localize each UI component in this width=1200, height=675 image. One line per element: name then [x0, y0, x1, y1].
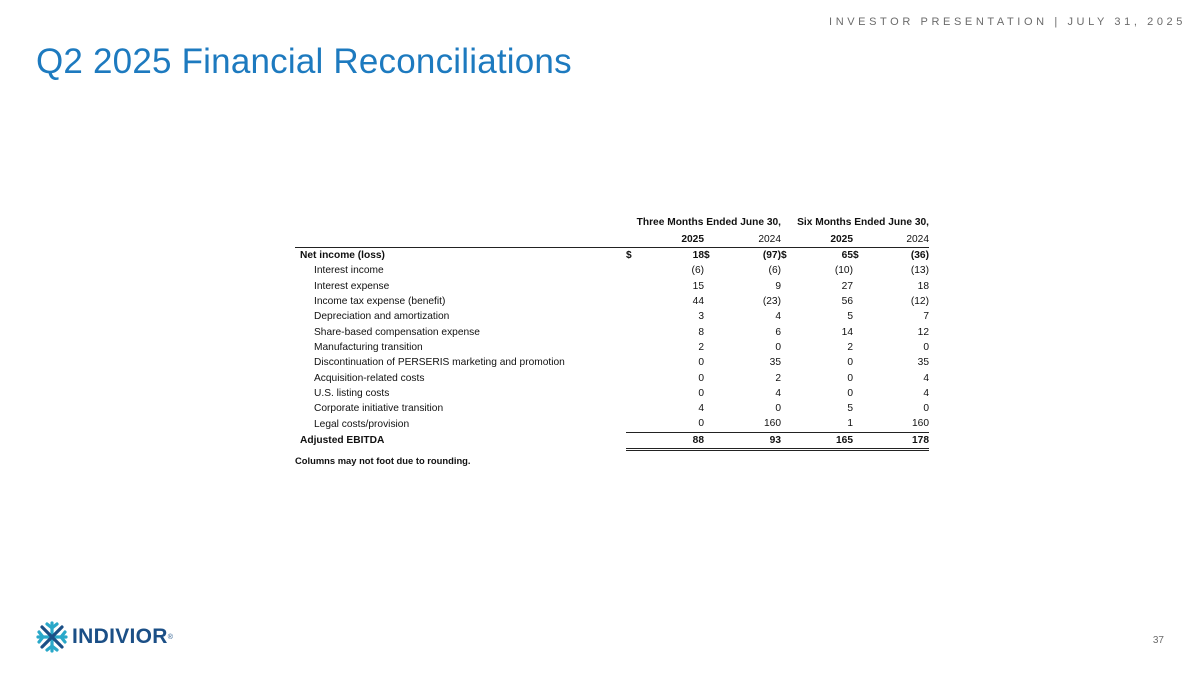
table-cell [626, 401, 704, 416]
cell-value: 9 [775, 280, 781, 292]
cell-value: 44 [692, 296, 704, 308]
currency-symbol: $ [704, 250, 710, 262]
footnote: Columns may not foot due to rounding. [295, 455, 471, 466]
cell-value: (10) [834, 265, 853, 277]
period-header-six-months: Six Months Ended June 30, [797, 217, 929, 228]
table-cell [781, 340, 853, 355]
table-cell [626, 248, 704, 264]
table-cell [704, 340, 781, 355]
table-cell [704, 309, 781, 324]
row-label: Manufacturing transition [314, 341, 423, 353]
cell-value: 1 [847, 418, 853, 430]
table-cell [626, 370, 704, 385]
table-cell [704, 294, 781, 309]
cell-value: 5 [847, 311, 853, 323]
table-cell [781, 279, 853, 294]
row-label: Acquisition-related costs [314, 372, 425, 384]
cell-value: 6 [775, 326, 781, 338]
cell-value: 0 [698, 387, 704, 399]
table-cell [853, 355, 929, 370]
cell-value: 0 [847, 387, 853, 399]
currency-symbol: $ [781, 250, 787, 262]
row-label: Adjusted EBITDA [300, 435, 385, 447]
cell-value: 15 [692, 280, 704, 292]
page-number: 37 [1152, 635, 1164, 646]
table-cell [853, 248, 929, 264]
cell-value: 56 [841, 296, 853, 308]
reconciliation-table [295, 214, 929, 468]
table-cell [704, 386, 781, 401]
table-row [295, 386, 929, 401]
table-row [295, 279, 929, 294]
table-cell [853, 279, 929, 294]
table-cell [853, 416, 929, 432]
table-cell [626, 355, 704, 370]
year-header: 2025 [681, 233, 704, 245]
row-label: Share-based compensation expense [314, 326, 480, 338]
total-row [295, 432, 929, 449]
cell-value: 2 [775, 372, 781, 384]
cell-value: 4 [923, 387, 929, 399]
year-header-row [295, 231, 929, 248]
table-cell [853, 294, 929, 309]
cell-value: 65 [841, 250, 853, 262]
cell-value: 12 [917, 326, 929, 338]
table-row [295, 248, 929, 264]
cell-value: 35 [769, 357, 781, 369]
table-cell [704, 324, 781, 339]
table-cell [853, 401, 929, 416]
table-cell: 165 [781, 432, 853, 449]
table-cell [626, 309, 704, 324]
table-cell: 178 [853, 432, 929, 449]
table-cell [704, 248, 781, 264]
currency-symbol: $ [626, 250, 632, 262]
cell-value: 0 [775, 403, 781, 415]
note-row [295, 449, 929, 468]
cell-value: 4 [775, 311, 781, 323]
cell-value: 2 [847, 341, 853, 353]
table-cell [626, 279, 704, 294]
table-cell [853, 370, 929, 385]
cell-value: 2 [698, 341, 704, 353]
row-label: Net income (loss) [300, 250, 385, 262]
table-cell [781, 401, 853, 416]
table-cell [626, 324, 704, 339]
cell-value: (36) [910, 250, 929, 262]
page-title: Q2 2025 Financial Reconciliations [36, 42, 572, 81]
cell-value: 0 [847, 357, 853, 369]
table-row [295, 324, 929, 339]
cell-value: 4 [698, 403, 704, 415]
company-logo [35, 620, 173, 654]
cell-value: 14 [841, 326, 853, 338]
table-cell [781, 294, 853, 309]
year-header: 2024 [906, 233, 929, 245]
table-cell [781, 370, 853, 385]
cell-value: (6) [768, 265, 781, 277]
table-body [295, 248, 929, 433]
row-label: Depreciation and amortization [314, 311, 450, 323]
table-cell [626, 416, 704, 432]
cell-value: 0 [698, 372, 704, 384]
table-cell [853, 263, 929, 278]
table-cell: 88 [626, 432, 704, 449]
table-cell [853, 324, 929, 339]
registered-mark: ® [167, 633, 173, 641]
table-cell [781, 416, 853, 432]
table-cell [781, 324, 853, 339]
table-cell [704, 355, 781, 370]
table-cell [853, 386, 929, 401]
table-cell: 93 [704, 432, 781, 449]
table-row [295, 294, 929, 309]
table-cell [704, 370, 781, 385]
cell-value: (97) [762, 250, 781, 262]
table-cell [781, 263, 853, 278]
cell-value: 0 [698, 418, 704, 430]
year-header: 2024 [758, 233, 781, 245]
table-row [295, 263, 929, 278]
table-cell [781, 386, 853, 401]
cell-value: 0 [923, 341, 929, 353]
logo-wordmark: INDIVIOR [72, 625, 168, 648]
cell-value: 5 [847, 403, 853, 415]
currency-symbol: $ [853, 250, 859, 262]
year-header: 2025 [830, 233, 853, 245]
row-label: U.S. listing costs [314, 387, 390, 399]
row-label: Interest income [314, 265, 384, 277]
cell-value: (13) [910, 265, 929, 277]
table-cell [853, 309, 929, 324]
cell-value: 18 [917, 280, 929, 292]
cell-value: (12) [910, 296, 929, 308]
table-row [295, 370, 929, 385]
period-header-three-months: Three Months Ended June 30, [636, 217, 781, 228]
table-row [295, 309, 929, 324]
cell-value: (23) [762, 296, 781, 308]
table-cell [853, 340, 929, 355]
period-header-row [295, 214, 929, 231]
cell-value: 8 [698, 326, 704, 338]
table-row [295, 401, 929, 416]
table-cell [704, 401, 781, 416]
row-label: Legal costs/provision [314, 418, 410, 430]
cell-value: 0 [698, 357, 704, 369]
table-row [295, 340, 929, 355]
header-tag: INVESTOR PRESENTATION | JULY 31, 2025 [829, 16, 1186, 28]
cell-value: 4 [775, 387, 781, 399]
cell-value: 18 [692, 250, 704, 262]
cell-value: 160 [912, 418, 929, 430]
cell-value: 27 [841, 280, 853, 292]
table-cell [626, 340, 704, 355]
table-cell [704, 416, 781, 432]
indivior-mark-icon [35, 620, 69, 654]
row-label: Discontinuation of PERSERIS marketing and promotion [314, 357, 565, 369]
table-row [295, 355, 929, 370]
table-cell [781, 309, 853, 324]
table-cell [704, 279, 781, 294]
cell-value: 0 [847, 372, 853, 384]
table-cell [626, 386, 704, 401]
table-row [295, 416, 929, 432]
cell-value: 7 [923, 311, 929, 323]
cell-value: 160 [764, 418, 781, 430]
table-cell [704, 263, 781, 278]
cell-value: (6) [691, 265, 704, 277]
cell-value: 0 [775, 341, 781, 353]
cell-value: 35 [917, 357, 929, 369]
table-cell [781, 355, 853, 370]
table-cell [781, 248, 853, 264]
row-label: Corporate initiative transition [314, 403, 444, 415]
table-cell [626, 294, 704, 309]
table-cell [626, 263, 704, 278]
row-label: Income tax expense (benefit) [314, 296, 446, 308]
cell-value: 4 [923, 372, 929, 384]
row-label: Interest expense [314, 280, 390, 292]
cell-value: 0 [923, 403, 929, 415]
cell-value: 3 [698, 311, 704, 323]
